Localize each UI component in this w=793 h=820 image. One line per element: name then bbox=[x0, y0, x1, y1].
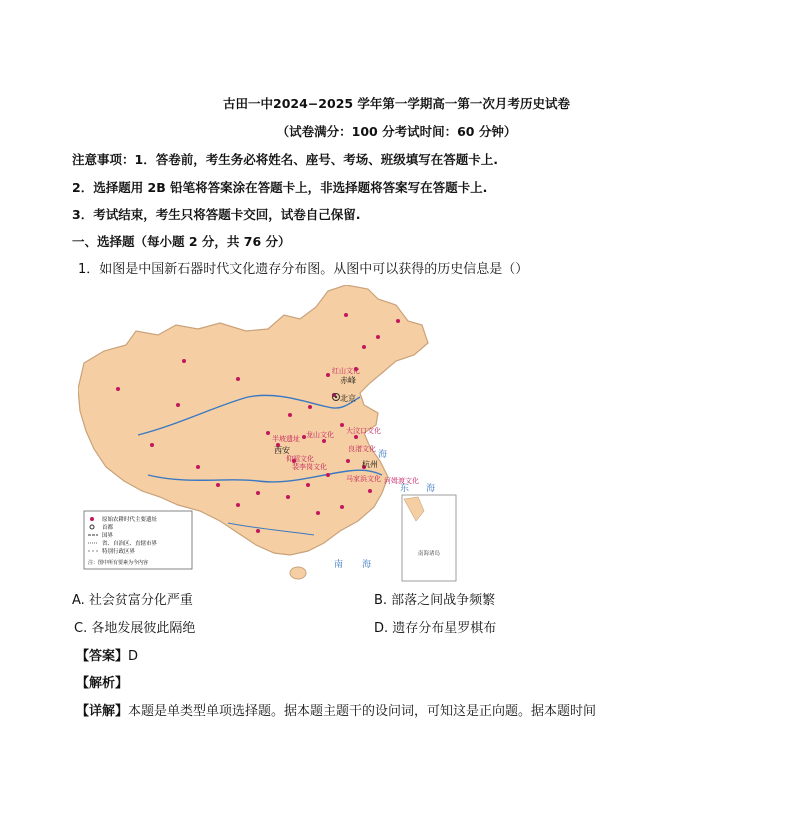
label-yangshao: 仰韶文化 bbox=[286, 455, 314, 463]
legend-item-sar: 特别行政区界 bbox=[102, 549, 136, 555]
answer-value: D bbox=[128, 649, 139, 664]
label-liangzhu: 良渚文化 bbox=[348, 445, 376, 453]
section-title: 一、选择题（每小题 2 分，共 76 分） bbox=[72, 234, 291, 249]
option-d: D. 遗存分布星罗棋布 bbox=[374, 621, 497, 636]
answer-line bbox=[76, 645, 138, 664]
exam-subtitle: （试卷满分：100 分考试时间：60 分钟） bbox=[276, 124, 517, 139]
hainan-island bbox=[290, 567, 306, 579]
detail-line bbox=[76, 700, 596, 719]
label-inset: 南海诸岛 bbox=[418, 551, 441, 557]
label-longshan: 龙山文化 bbox=[306, 431, 334, 439]
note-2: 2．选择题用 2B 铅笔将答案涂在答题卡上，非选择题将答案写在答题卡上. bbox=[72, 180, 488, 195]
legend-item-province: 省、自治区、直辖市界 bbox=[102, 541, 158, 547]
legend-item-border: 国界 bbox=[102, 533, 114, 539]
label-sea-dong2: 海 bbox=[426, 484, 436, 494]
label-dawenkou: 大汶口文化 bbox=[346, 427, 381, 435]
question-stem: 1．如图是中国新石器时代文化遗存分布图。从图中可以获得的历史信息是（） bbox=[78, 262, 529, 277]
label-hangzhou: 杭州 bbox=[362, 460, 378, 469]
option-b: B. 部落之间战争频繁 bbox=[374, 593, 496, 608]
analysis-tag: 【解析】 bbox=[76, 676, 129, 691]
note-1: 注意事项：1．答卷前，考生务必将姓名、座号、考场、班级填写在答题卡上. bbox=[72, 152, 498, 167]
label-jiahu: 裴李岗文化 bbox=[292, 463, 327, 471]
label-hemudu: 河姆渡文化 bbox=[384, 477, 419, 485]
label-sea-nan2: 海 bbox=[362, 560, 372, 570]
detail-text: 本题是单类型单项选择题。据本题主题干的设问词，可知这是正向题。据本题时间 bbox=[128, 704, 597, 719]
label-sea-dong1: 东 bbox=[400, 484, 410, 494]
note-3: 3．考试结束，考生只将答题卡交回，试卷自己保留. bbox=[72, 207, 361, 222]
legend-item-site: 原始农耕时代主要遗址 bbox=[102, 517, 158, 523]
label-chifeng: 赤峰 bbox=[340, 376, 356, 385]
answer-tag: 【答案】 bbox=[76, 649, 129, 664]
option-a: A. 社会贫富分化严重 bbox=[72, 593, 193, 608]
exam-title: 古田一中2024−2025 学年第一学期高一第一次月考历史试卷 bbox=[223, 96, 570, 111]
label-beijing: 北京 bbox=[340, 394, 356, 403]
label-sea-huang: 海 bbox=[378, 450, 388, 460]
legend-item-capital: 首都 bbox=[102, 525, 114, 531]
analysis-line bbox=[76, 672, 128, 691]
neolithic-culture-map bbox=[78, 285, 458, 583]
detail-tag: 【详解】 bbox=[76, 704, 129, 719]
label-banpo: 半坡遗址 bbox=[272, 435, 300, 443]
label-hongshan: 红山文化 bbox=[332, 367, 360, 375]
label-majiabang: 马家浜文化 bbox=[346, 475, 381, 483]
option-c: C. 各地发展彼此隔绝 bbox=[74, 621, 196, 636]
label-sea-nan1: 南 bbox=[334, 560, 344, 570]
legend-note: 注：图中所有要素为今内容 bbox=[88, 560, 149, 566]
label-xian: 西安 bbox=[274, 446, 290, 455]
